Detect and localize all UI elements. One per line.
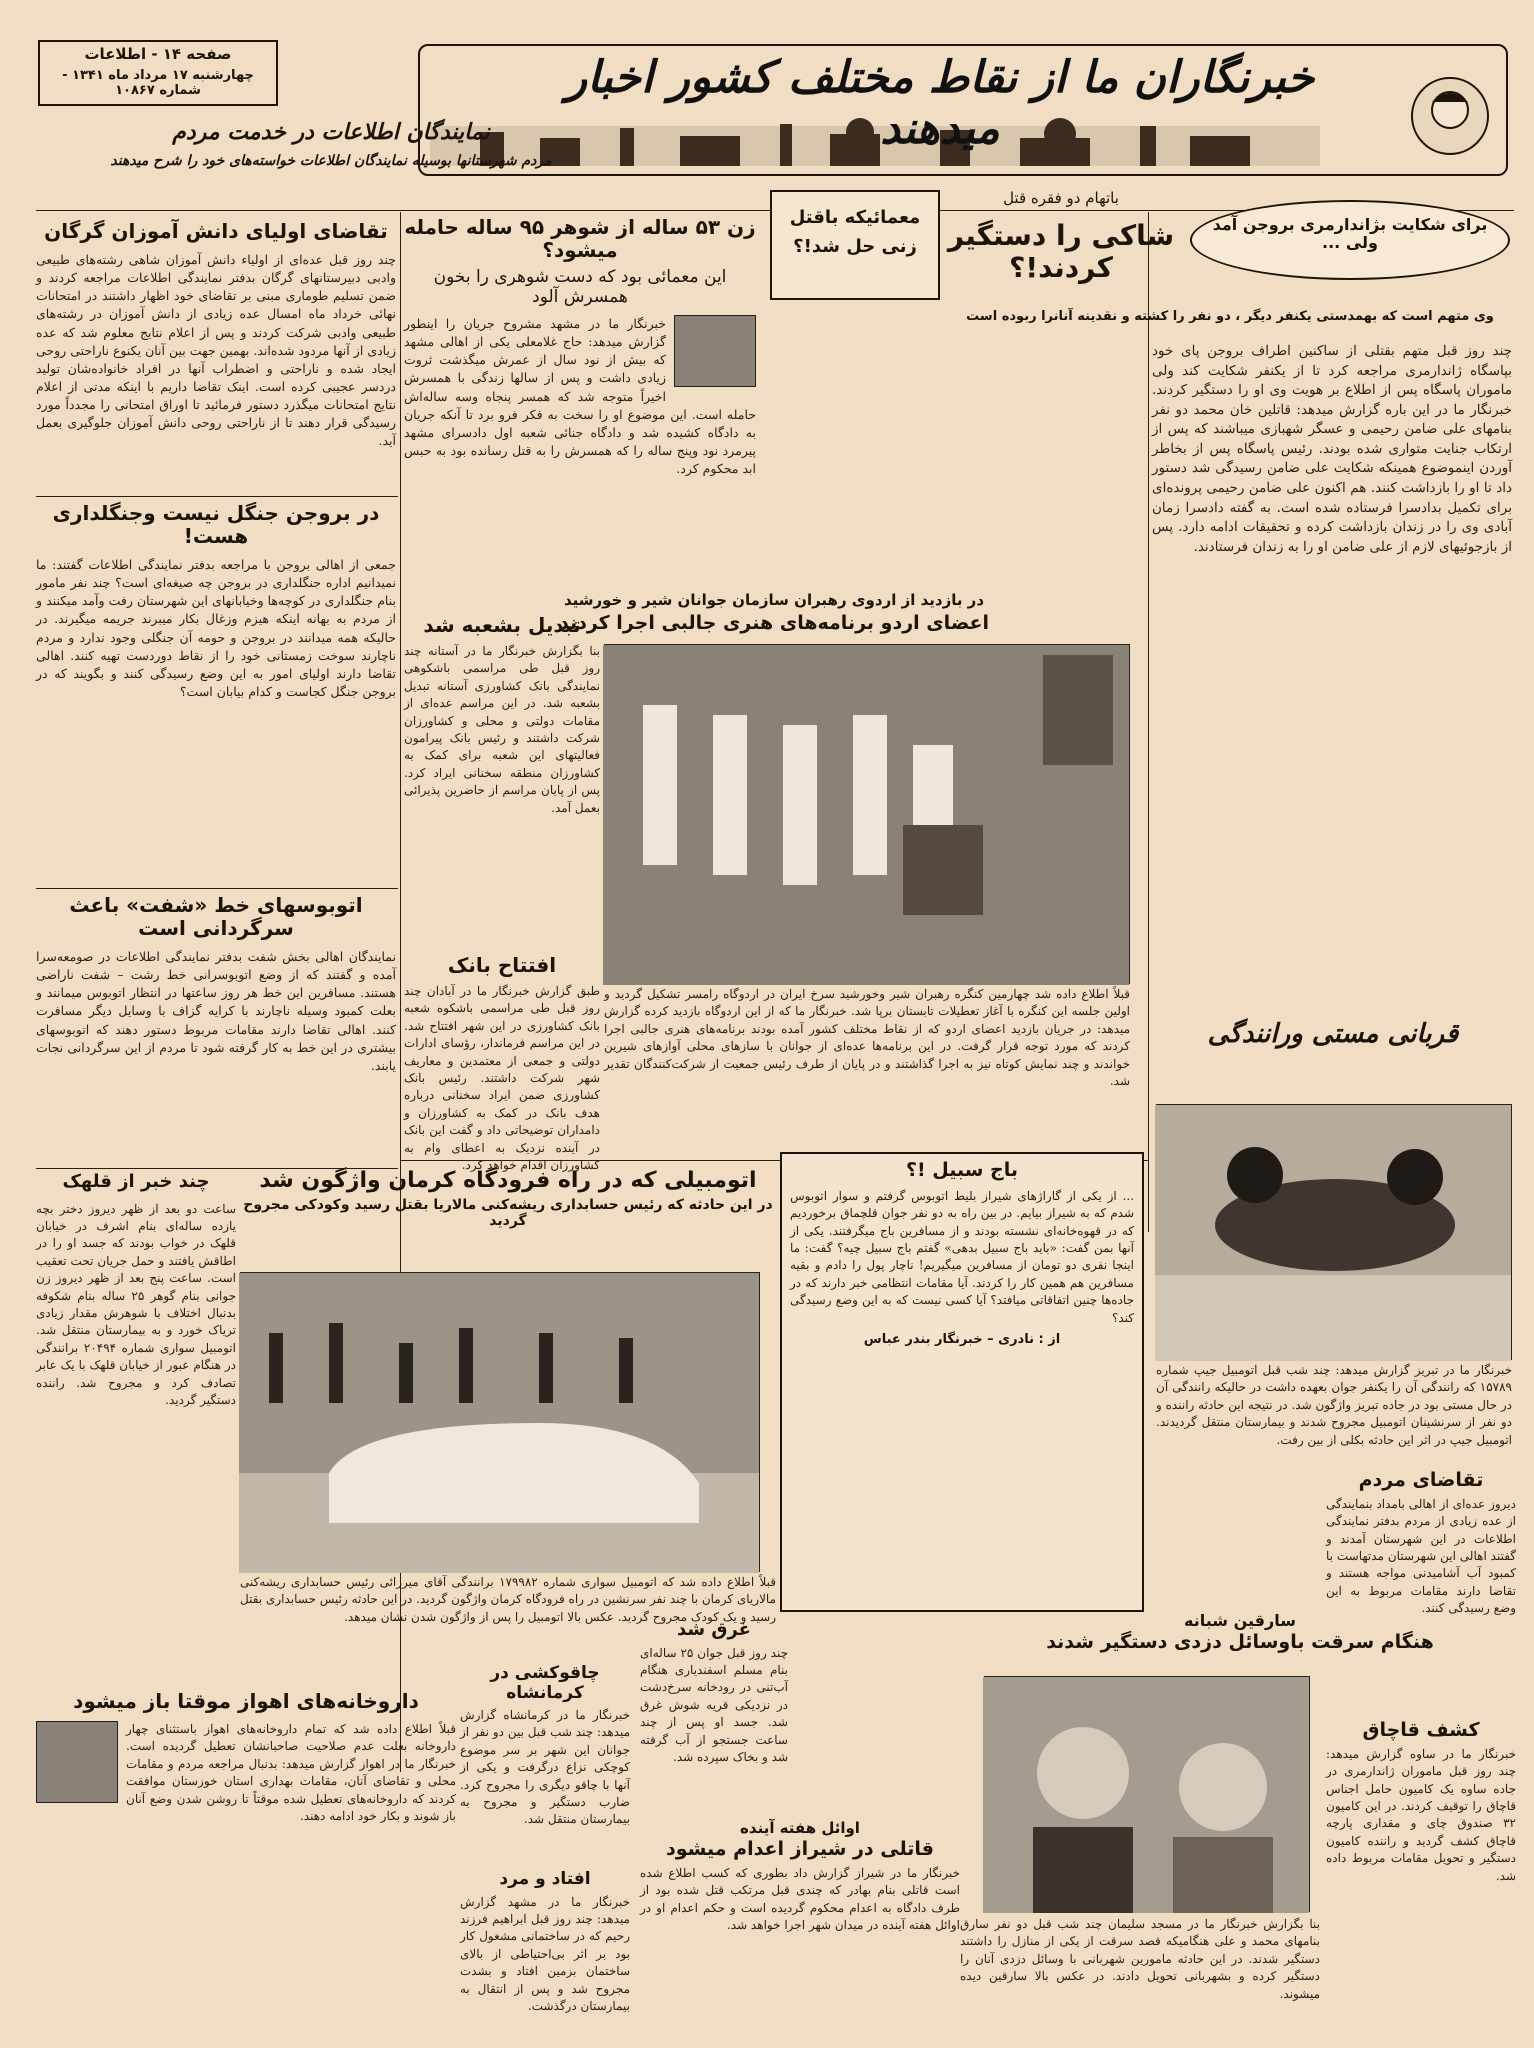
headline: چاقوکشی در کرمانشاه — [490, 1663, 600, 1703]
headline: زن ۵۳ ساله از شوهر ۹۵ ساله حامله میشود؟ — [404, 215, 756, 262]
article-gholhak-news — [36, 1172, 236, 1692]
article-body: قبلاً اطلاع داده شد چهارمین کنگره رهبران شیر وخورشید سرخ ایران در اردوگاه رامسر تشکیل گردید و اولین جلسه این کنگره با آغاز تعطیلات تابستان برپا شد. خبرنگار ما که از این اردوگاه بازدید کرده گزارش میدهد: در جریان بازدید اعضای اردو که از نقاط مختلف کشور آمده بودند برنامه‌های هنری جالبی اجرا کردند که مورد توجه قرار گرفت. در این برنامه‌ها عده‌ای از جوانان با سازهای محلی آوازهای شیرین خواندند و چند نمایش کوتاه نیز به اجرا گذاشتند و در پایان از طرف رئیس جمعیت از شرکت‌کنندگان تقدیر شد. — [604, 987, 1130, 1088]
article-execution — [640, 1820, 960, 2030]
headline: چند خبر از قلهک — [62, 1171, 210, 1192]
article-body: دیروز عده‌ای از اهالی بامداد بنمایندگی از عده زیادی از مردم بدفتر نمایندگی اطلاعات در این شهرستان آمدند و گفتند اهالی این شهرستان مدتهاست با کمبود آب آشامیدنی مواجه هستند و تقاضا دارند مقامات مربوط به این وضع رسیدگی کنند. — [1326, 1496, 1516, 1616]
article-body: خبرنگار ما در مشهد مشروح جریان را اینطور گزارش میدهد: حاج غلامعلی یکی از اهالی مشهد که بیش از نود سال از عمرش میگذشت ثروت زیادی داشت و پس از سالها زندگی با همسرش اخیراً متوجه شد که همسر پنجاه وسه ساله‌اش حامله است. این موضوع او را سخت به فکر فرو برد تا آنکه جریان به دادگاه کشیده شد و دادگاه جنائی شعبه اول دادسرای مشهد پیرمرد نود وپنج ساله را که همسرش را به قتل رسانده بود به حبس ابد محکوم کرد. — [404, 316, 756, 477]
kicker: سارقین شبانه — [1184, 1611, 1296, 1630]
headline: غرق شد — [677, 1619, 751, 1640]
left-header-title: نمایندگان اطلاعات در خدمت مردم — [172, 120, 490, 145]
headline: افتتاح بانک — [447, 953, 557, 977]
kicker: در بازدید از اردوی رهبران سازمان جوانان شیر و خورشید — [563, 591, 985, 609]
article-branch — [404, 614, 600, 914]
article-body: قبلاً اطلاع داده شد که تمام داروخانه‌های اهواز باستثنای چهار داروخانه بعلت عدم صلاحیت صاحبانشان تعطیل گردیده است. خبرنگار ما در اهواز گزارش میدهد: بدنبال مراجعه مردم و مقامات محلی و تقاضای آنان، مقامات بهداری استان خوزستان موافقت کردند که داروخانه‌های تعطیل شده موقتاً تا روشن شدن وضع آنان باز شوند و بکار خود ادامه دهند. — [126, 1722, 456, 1823]
masthead-title: خبرنگاران ما از نقاط مختلف کشور اخبار میدهند — [565, 52, 1315, 154]
article-body: ... از یکی از گاراژهای شیراز بلیط اتوبوس گرفتم و سوار اتوبوس شدم که به شیراز بیایم. در بین راه به دو نفر جوان قلچماق برخوردیم که در قهوه‌خانه‌ای نشسته بودند و از مسافرین باج میگرفتند. یکی از آنها بمن گفت: «باید باج سبیل بدهی» گفتم باج سبیل چیه؟ گفت: ما اینجا نفری دو تومان از مسافرین میگیریم! ناچار پول را دادم و بقیه مسافرین هم همین کار را کردند. آیا مقامات انتظامی خبر دارند که در جاده‌ها چنین اتفاقاتی میافتد؟ آیا کسی نیست که به این وضع رسیدگی کند؟ — [790, 1188, 1134, 1325]
thieves-caption — [960, 1916, 1320, 2036]
article-sabil — [780, 1152, 1144, 1612]
wrecked-jeep-illustration — [1155, 1105, 1511, 1361]
article-body: خبرنگار ما در مشهد گزارش میدهد: چند روز قبل ابراهیم فرزند رحیم که در ساختمانی مشغول کار بود بر اثر بی‌احتیاطی از بالای ساختمان بزمین افتاد و بشدت مجروح شد و پس از انتقال به بیمارستان درگذشت. — [460, 1894, 630, 2013]
two-men-portrait — [983, 1677, 1309, 1913]
overturned-car-illustration — [239, 1273, 759, 1573]
caption: قبلاً اطلاع داده شد که اتومبیل سواری شماره ۱۷۹۹۸۲ برانندگی آقای میرزائی رئیس حسابداری ریشه‌کنی مالاریای کرمان با چند نفر سرنشین در راه فرودگاه کرمان واژگون گردید. در این حادثه رئیس حسابداری بقتل رسید و یک کودک مجروح گردید. عکس بالا اتومبیل را پس از واژگون شدن نشان میدهد. — [240, 1575, 776, 1624]
article-body: ساعت دو بعد از ظهر دیروز دختر بچه یازده ساله‌ای بنام اشرف در خیابان قلهک در خواب بودند که جسد او را در اطاقش یافتند و حمل جریان تحت تعقیب است. ساعت پنج بعد از ظهر دیروز زن جوانی بنام گوهر ۲۵ ساله بنام شکوفه بدنبال اختلاف با شوهرش مقدار زیادی تریاک خورد و به بیمارستان منتقل شد. اتومبیل سواری شماره ۲۰۴۹۴ برانندگی در هنگام عبور از خیابان قلهک با یک عابر تصادف کرد و مجروح شد. راننده دستگیر گردید. — [36, 1201, 236, 1407]
article-drunk-driving — [1152, 1020, 1514, 1060]
article-body: خبرنگار ما در کرمانشاه گزارش میدهد: چند شب قبل بین دو نفر از جوانان این شهر بر سر موضوع کوچکی نزاع درگرفت و یکی از آنها با چاقو دیگری را مجروح کرد. ضارب دستگیر و مجروح به بیمارستان منتقل شد. — [460, 1708, 630, 1827]
riddle-line-2: زنی حل شد!؟ — [793, 235, 917, 257]
article-arrest-body — [1152, 342, 1512, 1222]
callout-text: برای شکایت بژاندارمری بروجن آمد ولی ... — [1212, 215, 1488, 253]
article-body: خبرنگار ما در شیراز گزارش داد بطوری که کسب اطلاع شده است قاتلی بنام بهادر که چندی قبل مرتکب قتل شده بود از طرف دادگاه به اعدام محکوم گردیده است و حکم اعدام او در اوائل هفته آینده در میدان شهر اجرا خواهد شد. — [640, 1866, 960, 1933]
headline: در بروجن جنگل نیست وجنگلداری هست! — [52, 501, 380, 548]
article-shaft-bus — [36, 894, 396, 1164]
article-body: بنا بگزارش خبرنگار ما در آستانه چند روز قبل طی مراسمی باشکوهی نمایندگی بانک کشاورزی آستانه تبدیل بشعبه شد. در این مراسم عده‌ای از مقامات دولتی و محلی و کشاورزان شرکت داشتند و رئیس بانک پیرامون فعالیتهای این شعبه برای کمک به کشاورزان منطقه سخنانی ایراد کرد. پس از پایان مراسم از حاضرین پذیرائی بعمل آمد. — [404, 644, 600, 815]
headline: قاتلی در شیراز اعدام میشود — [666, 1838, 934, 1861]
page-label: صفحه ۱۴ - اطلاعات — [84, 45, 232, 63]
headline: تقاضای مردم — [1358, 1469, 1484, 1491]
article-smuggling — [1326, 1720, 1516, 2030]
article-body: جمعی از اهالی بروجن با مراجعه بدفتر نمایندگی اطلاعات گفتند: ما نمیدانیم اداره جنگلداری در بروجن چه صیغه‌ای است؟ چند نفر مامور بنام جنگلداری در کوچه‌ها وخیابانهای این شهرستان رفت وآمد میکنند و از مردم به بهانه اینکه هیزم وزغال بکار میبرند جریمه میگیرند. در حالیکه همه میدانند در بروجن و حومه آن جنگلی وجود ندارد و مردم ناچارند سوخت زمستانی خود را از نقاط دوردست تهیه کنند. اهالی تقاضا دارند اولیای امور به این وضع رسیدگی کنند و بگویند که در بروجن جنگل کجاست و کدام بیابان است؟ — [36, 557, 396, 699]
left-header-subtitle: مردم شهرستانها بوسیله نمایندگان اطلاعات خواسته‌های خود را شرح میدهند — [110, 153, 552, 170]
article-ahvaz-pharmacies — [36, 1690, 456, 2030]
page-info-box — [38, 40, 278, 106]
caption: خبرنگار ما در تبریز گزارش میدهد: چند شب قبل اتومبیل جیپ شماره ۱۵۷۸۹ که رانندگی آن را یکنفر جوان بعهده داشت در حالیکه رانندگی آن در حال مستی بود در جاده تبریز واژگون شد. در نتیجه این حادثه راننده و دو نفر از سرنشینان اتومبیل مجروح شدند و بیمارستان منتقل گردیدند. اتومبیل جیپ در اثر این حادثه بکلی از بین رفت. — [1156, 1363, 1512, 1447]
overturned-jeep-photo — [1156, 1104, 1512, 1360]
issue-date: چهارشنبه ۱۷ مرداد ماه ۱۳۴۱ - شماره ۱۰۸۶۷ — [62, 68, 254, 99]
riddle-line-1: معمائیکه باقتل — [789, 207, 921, 228]
arrest-deck — [950, 310, 1510, 336]
article-borujen-forest — [36, 502, 396, 882]
left-column-header — [36, 120, 626, 200]
article-body: طبق گزارش خبرنگار ما در آبادان چند روز قبل طی مراسمی باشکوه شعبه بانک کشاورزی در این شهر افتتاح شد. در این مراسم فرماندار، رؤسای ادارات دولتی و جمعی از معتمدین و معاریف شهر شرکت داشتند. رئیس بانک کشاورزی ضمن ایراد سخنانی درباره هدف بانک در کمک به کشاورزان و دامداران توضیحاتی داد و گفت این بانک در آینده نزدیک به اعطای وام به کشاورزان اقدام خواهد کرد. — [404, 984, 600, 1172]
article-gorgan — [36, 220, 396, 490]
signature: از : نادری – خبرنگار بندر عباس — [863, 1331, 1061, 1347]
article-drowned — [640, 1620, 788, 1820]
headline: تبدیل بشعبه شد — [423, 613, 581, 637]
kerman-car-photo — [240, 1272, 760, 1572]
article-body: چند روز قبل عده‌ای از اولیاء دانش آموزان شاهی رشته‌های طبیعی وادبی دبیرستانهای گرگان بدفتر نمایندگی اطلاعات مراجعه کردند و ضمن تسلیم طوماری مبنی بر تقاضای خود اظهار داشتند در امتحانات نهائی خرداد ماه امسال عده زیادی از دانش آموزان در رشته‌های طبیعی وادبی شرکت کردند و پس از اعلام نتایج معلوم شد که عده زیادی از آنها مردود شده‌اند. بهمین جهت بین آنان یکنوع ناراحتی روحی ایجاد شده و ناراحتی و اضطراب آنها در افراد خانواده‌شان تولید دردسر عجیبی کرده است. اینک تقاضا داریم با اینکه مدتی از اعلام نتایج امتحانات میگذرد دستور فرمائید تا اوراق امتحانی را مجدداً مورد رسیدگی قرار دهند تا از ناراحتی روحی دانش آموزان جلوگیری بعمل آید. — [36, 252, 396, 449]
thieves-photo — [984, 1676, 1310, 1912]
article-arrest-headline — [946, 220, 1176, 300]
article-body: چند روز قبل متهم بقتلی از ساکنین اطراف بروجن پای خود بپاسگاه ژاندارمری مراجعه کرد تا از یکنفر شکایت کند ولی ماموران پاسگاه پس از اطلاع بر هویت وی او را دستگیر کردند. خبرنگار ما در این باره گزارش میدهد: قاتلین خان محمد دو نفر بنامهای علی ضامن رحیمی و عسگر شهبازی میباشند که پس از ارتکاب جنایت متواری شده بودند. رئیس پاسگاه پس از بخاطر آوردن اینموضوع همینکه شکایت علی ضامن رسیدگی شد دستور داد تا او را بازداشت کنند. هم اکنون علی ضامن رحیمی پرونده‌ای برای تکمیل بدادسرا فرستاده شده است. به گفته دادسرا زمان آبادی وی را در زندان بازداشت کرده و تحقیقات ادامه دارد. پس از بازجوئیهای لازم از علی ضامن او را به زندان فرستادند. — [1152, 343, 1512, 555]
article-fell — [460, 1870, 630, 2040]
performers-silhouettes — [603, 645, 1129, 985]
court-illustration — [674, 315, 756, 387]
subheadline: در این حادثه که رئیس حسابداری ریشه‌کنی مالاریا بقتل رسید وکودکی مجروح گردید — [243, 1197, 773, 1230]
headline: کشف قاچاق — [1362, 1719, 1480, 1741]
headline: قربانی مستی ورانندگی — [1207, 1019, 1459, 1049]
headline: تقاضای اولیای دانش آموزان گرگان — [44, 219, 388, 243]
campers-body — [604, 986, 1130, 1146]
kicker: اوائل هفته آینده — [740, 1819, 860, 1837]
headline: اتوبوسهای خط «شفت» باعث سرگردانی است — [69, 893, 363, 940]
article-body: نمایندگان اهالی بخش شفت بدفتر نمایندگی اطلاعات در صومعه‌سرا آمده و گفتند که از وضع اتوبوسرانی خط رشت – شفت ناراضی هستند. مسافرین این خط هر روز ساعتها در انتظار اتوبوس میمانند و بعلت کمبود وسیله ناچارند با کرایه گزاف با وسایل دیگر مسافرت کنند. اهالی تقاضا دارند مقامات مربوط دستور دهند که اتوبوسهای بیشتری در این خط به کار گرفته شود تا مردم از این سرگردانی نجات یابند. — [36, 949, 396, 1073]
article-bank-opening — [404, 953, 600, 1172]
kicker: باتهام دو فقره قتل — [1003, 189, 1119, 207]
pharmacy-illustration — [36, 1721, 118, 1803]
jeep-caption — [1156, 1362, 1512, 1470]
headline: افتاد و مرد — [499, 1869, 591, 1889]
riddle-box — [770, 190, 940, 300]
arrest-callout — [1190, 200, 1510, 280]
article-body: چند روز قبل جوان ۲۵ ساله‌ای بنام مسلم اسفندیاری هنگام آب‌تنی در رودخانه سرخ‌دشت در نزدیکی قریه شوش غرق شد. جسد او پس از چند ساعت جستجو از آب گرفته شد و بخاک سپرده شد. — [640, 1645, 788, 1765]
campers-photo — [604, 644, 1130, 984]
headline: داروخانه‌های اهواز موقتا باز میشود — [73, 1689, 419, 1713]
headline: اعضای اردو برنامه‌های هنری جالبی اجرا کردند — [558, 612, 990, 635]
subheadline: این معمائی بود که دست شوهری را بخون همسرش آلود — [433, 267, 727, 307]
article-body: خبرنگار ما در ساوه گزارش میدهد: چند روز قبل ماموران ژاندارمری در جاده ساوه یک کامیون حامل اجناس قاچاق را توقیف کردند. در این کامیون ۳۲ صندوق چای و مقداری پارچه قاچاق کشف گردید و راننده کامیون دستگیر و تحویل مقامات مربوط داده شد. — [1326, 1746, 1516, 1883]
headline: اتومبیلی که در راه فرودگاه کرمان واژگون شد — [259, 1168, 757, 1193]
article-pregnant-wife — [404, 216, 756, 636]
headline: هنگام سرقت باوسائل دزدی دستگیر شدند — [1046, 1631, 1434, 1654]
deck: وی متهم است که بهمدستی یکنفر دیگر ، دو نفر را کشته و نقدینه آنانرا ربوده است — [966, 309, 1494, 324]
headline: باج سبیل !؟ — [905, 1159, 1019, 1181]
article-stabbing — [460, 1664, 630, 1864]
article-people-request — [1326, 1470, 1516, 1700]
caption: بنا بگزارش خبرنگار ما در مسجد سلیمان چند شب قبل دو نفر سارق بنامهای محمد و علی هنگامیکه قصد سرقت از یکی از منازل را داشتند دستگیر شدند. در این حادثه مامورین شهربانی با وسائل دزدی آنان را دستگیر کرده و بشهربانی تحویل دادند. در عکس بالا سارقین دیده میشوند. — [960, 1917, 1320, 2001]
article-arrest-kicker — [946, 190, 1176, 220]
headline: شاکی را دستگیر کردند!؟ — [947, 219, 1175, 285]
article-kerman-car — [240, 1168, 776, 1248]
